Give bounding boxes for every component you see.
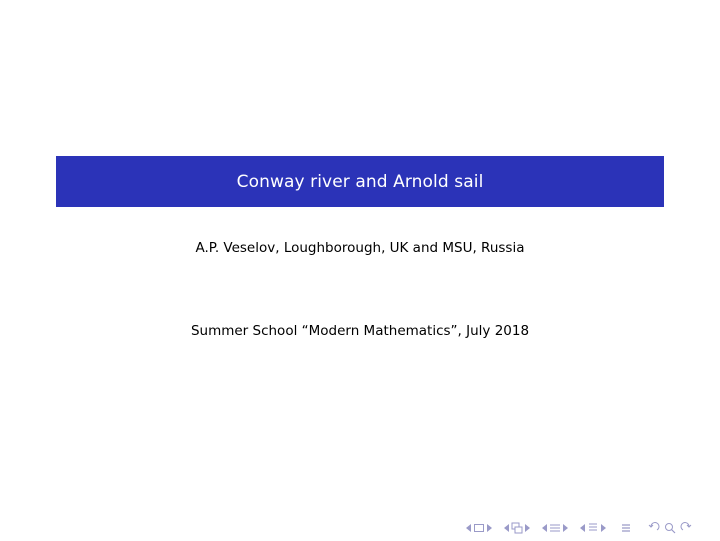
undo-icon[interactable]	[648, 522, 660, 534]
section-nav-icon[interactable]	[549, 522, 561, 534]
title-bar	[56, 156, 664, 207]
search-nav[interactable]	[646, 522, 694, 534]
right-arrow-icon[interactable]	[525, 524, 530, 532]
frame-nav-icon[interactable]	[473, 522, 485, 534]
event-line: Summer School “Modern Mathematics”, July 2018	[190, 323, 530, 339]
right-arrow-icon[interactable]	[563, 524, 568, 532]
redo-icon[interactable]	[680, 522, 692, 534]
slide-title: Conway river and Arnold sail	[236, 171, 484, 192]
document-nav[interactable]	[580, 522, 606, 534]
left-arrow-icon[interactable]	[466, 524, 471, 532]
right-arrow-icon[interactable]	[487, 524, 492, 532]
right-arrow-icon[interactable]	[601, 524, 606, 532]
left-arrow-icon[interactable]	[542, 524, 547, 532]
subsection-nav[interactable]	[504, 522, 530, 534]
frame-nav[interactable]	[466, 522, 492, 534]
left-arrow-icon[interactable]	[504, 524, 509, 532]
section-nav[interactable]	[542, 522, 568, 534]
subsection-nav-icon[interactable]	[511, 522, 523, 534]
author-line: A.P. Veselov, Loughborough, UK and MSU, Russia	[195, 240, 525, 256]
align-nav-icon[interactable]	[620, 522, 632, 534]
document-nav-icon[interactable]	[587, 522, 599, 534]
beamer-navigation-bar	[466, 521, 694, 535]
search-nav-icon[interactable]	[664, 522, 676, 534]
left-arrow-icon[interactable]	[580, 524, 585, 532]
align-nav[interactable]	[618, 522, 634, 534]
